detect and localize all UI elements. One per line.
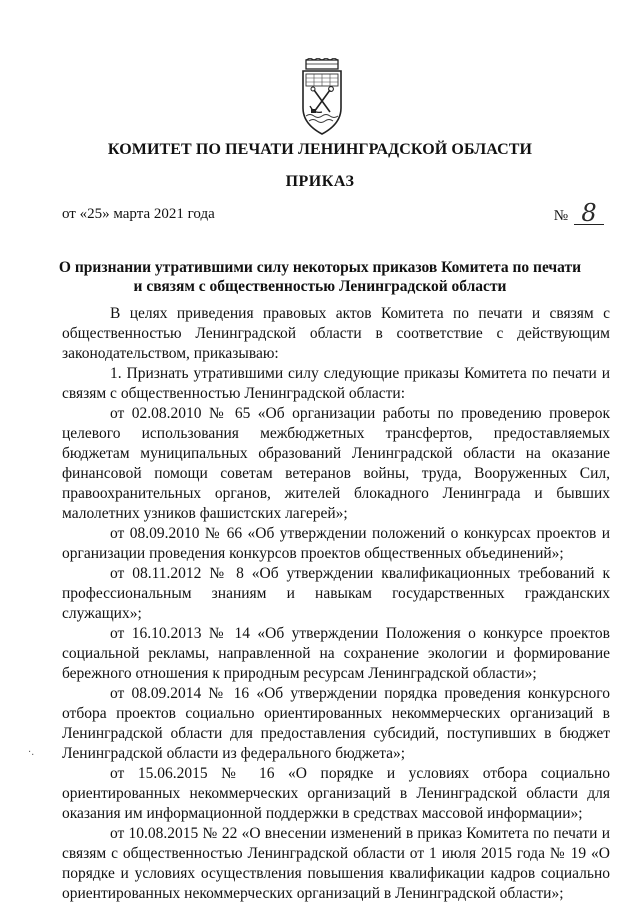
paragraph: от 10.08.2015 № 22 «О внесении изменений в приказ Комитета по печати и связям с общественностью Ленинградской области от 1 июля 2015 года № 19 «О порядке и условиях осуществления повышения квалификации кадров социально ориентированных некоммерческих организаций в Ленинградской области»;	[62, 825, 610, 902]
paragraph: 1. Признать утратившими силу следующие приказы Комитета по печати и связям с общественностью Ленинградской области:	[62, 365, 610, 402]
paragraph: В целях приведения правовых актов Комитета по печати и связям с общественностью Ленинградской области в соответствие с действующим законодательством, приказываю:	[62, 305, 610, 362]
paragraph: от 08.09.2014 № 16 «Об утверждении порядка проведения конкурсного отбора проектов социально ориентированных некоммерческих организаций в Ленинградской области для предоставления субсидий, поступивших в бюджет Ленинградской области из федерального бюджета»;	[62, 685, 610, 762]
title-line-1: О признании утратившими силу некоторых приказов Комитета по печати	[58, 259, 582, 276]
coat-of-arms-icon	[300, 58, 344, 136]
paragraph: от 08.11.2012 № 8 «Об утверждении квалификационных требований к профессиональным знаниям и навыкам государственных гражданских служащих»;	[62, 565, 610, 622]
paragraph: от 02.08.2010 № 65 «Об организации работы по проведению проверок целевого использования межбюджетных трансфертов, предоставляемых бюджетам муниципальных образований Ленинградской области на оказание финансовой помощи советам ветеранов войны, труда, Вооруженных Сил, правоохранительных органов, жителей блокадного Ленинграда и бывших малолетних узников фашистских лагерей»;	[62, 405, 610, 522]
document-number	[553, 199, 604, 227]
organization-name: КОМИТЕТ ПО ПЕЧАТИ ЛЕНИНГРАДСКОЙ ОБЛАСТИ	[107, 141, 533, 158]
document-date: от «25» марта 2021 года	[62, 206, 215, 222]
number-value: 8	[574, 202, 604, 225]
document-title	[40, 258, 600, 296]
document-body	[62, 304, 610, 904]
number-label: №	[553, 208, 568, 224]
paragraph: от 08.09.2010 № 66 «Об утверждении положений о конкурсах проектов и организации проведения конкурсов проектов общественных объединений»;	[62, 525, 610, 562]
paragraph: от 16.10.2013 № 14 «Об утверждении Положения о конкурсе проектов социальной рекламы, направленной на сохранение экологии и формирование бережного отношения к природным ресурсам Ленинградской области»;	[62, 625, 610, 682]
margin-mark: ·.	[28, 747, 35, 758]
document-type: ПРИКАЗ	[285, 173, 355, 190]
paragraph: от 15.06.2015 № 16 «О порядке и условиях отбора социально ориентированных некоммерческих организаций в Ленинградской области для оказания им информационной поддержки в средствах массовой информации»;	[62, 765, 610, 822]
title-line-2: и связям с общественностью Ленинградской области	[133, 278, 507, 295]
